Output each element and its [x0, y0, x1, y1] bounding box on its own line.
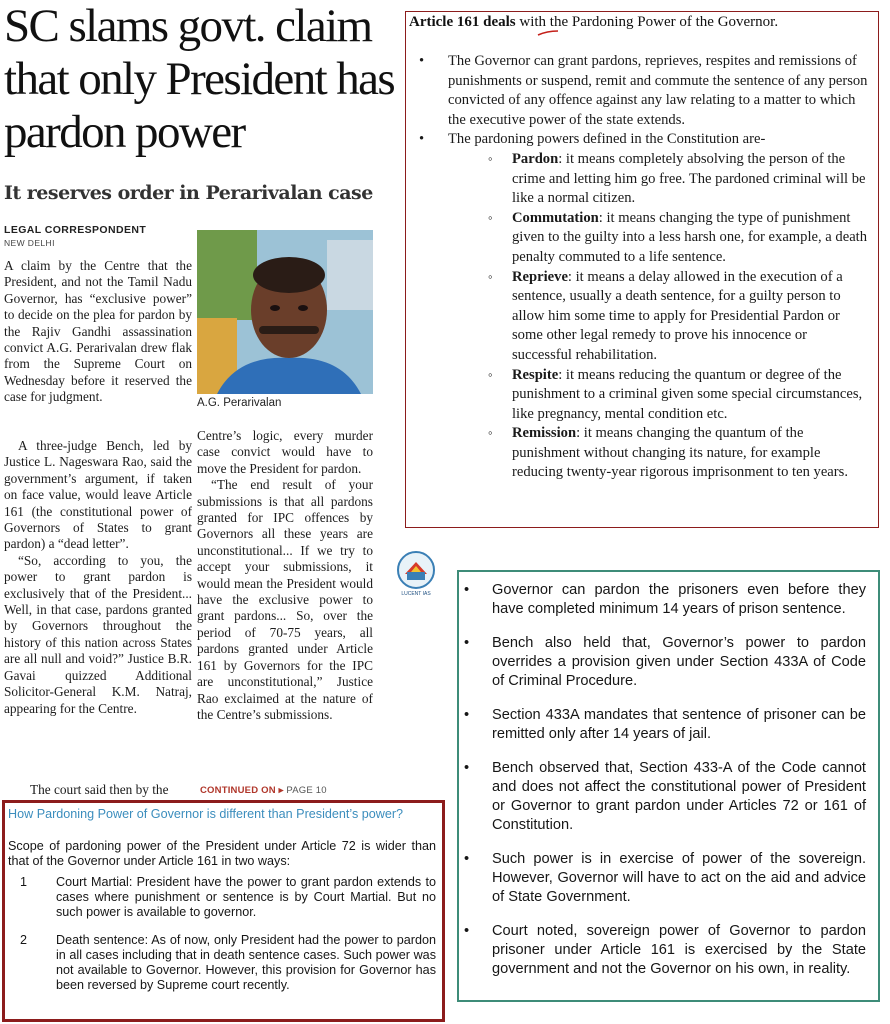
pen-underline-mark — [537, 30, 559, 36]
court-observations-content — [464, 581, 866, 994]
article-column-2 — [197, 428, 373, 773]
list-item: • Such power is in exercise of power of the sovereign. However, Governor will have to act on the aid and advice of State Government. — [464, 850, 866, 907]
article-paragraph: “The end result of your submissions is that all pardons granted for IPC offences by Governors all these years are unconstitutional... If we try to accept your submissions, it would mean the President would have the exclusive power to grant pardons... So, over the period of 70-75 years, all pardons granted under Article 161 by Governors for the IPC are unconstitutional,” Justice Rao exclaimed at the nature of the Centre’s submissions. — [197, 477, 373, 722]
bullet-text: The pardoning powers defined in the Constitution are- — [448, 131, 766, 148]
article-paragraph: “So, according to you, the power to grant pardon is exclusively that of the President... Well, in that case, pardons granted by Governors throughout the history of this nation across States are all null and void?” Justice B.R. Gavai quizzed Additional Solicitor-General K.M. Natraj, appearing for the Centre. — [4, 552, 192, 716]
difference-intro: Scope of pardoning power of the President under Article 72 is wider than that of the Governor under Article 161 in two ways: — [8, 839, 436, 869]
term-description: : it means completely absolving the person of the crime and letting him go free. The pardoned criminal will be like a normal citizen. — [512, 150, 866, 207]
list-item — [8, 933, 436, 994]
article161-title — [409, 14, 778, 31]
pardon-term-item — [488, 150, 868, 209]
item-number: 1 — [20, 875, 28, 889]
commutation-term-item — [488, 209, 868, 268]
term-description: : it means reducing the quantum or degree of the punishment to a criminal given some special circumstances, like pregnancy, mental condition etc. — [512, 366, 863, 422]
portrait-illustration — [197, 230, 373, 394]
list-item: • Section 433A mandates that sentence of prisoner can be remitted only after 14 years of jail. — [464, 706, 866, 744]
remission-term-item — [488, 424, 868, 483]
photo-caption: A.G. Perarivalan — [197, 397, 282, 409]
term-name: Respite — [512, 366, 559, 383]
continued-text: CONTINUED ON — [200, 785, 276, 796]
list-item: • Bench also held that, Governor’s power to pardon overrides a provision given under Section 433A of Code of Criminal Procedure. — [464, 634, 866, 691]
list-item — [8, 875, 436, 921]
term-description: : it means changing the type of punishment given to the guilty into a less harsh one, for example, a death penalty commuted to a life sentence. — [512, 209, 868, 265]
term-name: Pardon — [512, 150, 559, 167]
continued-page: PAGE 10 — [286, 785, 327, 796]
byline: LEGAL CORRESPONDENT — [4, 224, 147, 236]
article-column-1-lower — [4, 438, 192, 780]
dateline: NEW DELHI — [4, 238, 55, 248]
portrait-photo — [197, 230, 373, 394]
respite-term-item — [488, 366, 868, 425]
item-text: Court Martial: President have the power to grant pardon extends to cases where punishment or sentence is by Court Martial. But no such power is available to governor. — [56, 875, 436, 920]
article-paragraph: A three-judge Bench, led by Justice L. Nageswara Rao, said the government’s argument, if taken on face value, would leave Article 161 (the constitutional power of Governors of States to grant pardon) a “dead letter”. — [4, 438, 192, 552]
headline: SC slams govt. claim that only President has pardon power — [4, 0, 395, 158]
subheadline: It reserves order in Perarivalan case — [4, 182, 373, 204]
term-description: : it means changing the quantum of the punishment without changing its nature, for example reducing twenty-year rigorous imprisonment to ten years. — [512, 425, 848, 481]
bullet-text: The Governor can grant pardons, reprieves, respites and remissions of punishments or suspend, remit and commute the sentence of any person convicted of any offence against any law relating to a matter to which the executive power of the state extends. — [448, 53, 868, 128]
term-name: Commutation — [512, 209, 599, 226]
list-item — [418, 130, 868, 483]
difference-question: How Pardoning Power of Governor is different than President’s power? — [8, 807, 404, 821]
arrow-right-icon: ▸ — [278, 785, 284, 796]
article-paragraph: A claim by the Centre that the President, and not the Tamil Nadu Governor, has “exclusive power” to decide on the plea for pardon by the Rajiv Gandhi assassination convict A.G. Perarivalan drew flak from the Supreme Court on Wednesday before it reserved the case for judgment. — [4, 258, 192, 405]
lucent-ias-logo — [391, 548, 441, 598]
item-text: Death sentence: As of now, only President had the power to pardon in all cases including that in death sentence cases. Such power was not available to Governor. However, this provision for Governor has been reversed by Supreme court recently. — [56, 932, 436, 993]
list-item: • Bench observed that, Section 433-A of the Code cannot and does not affect the constitutional power of President or Governor to grant pardon under Articles 72 or 161 of Constitution. — [464, 759, 866, 835]
article161-title-rest: with the Pardoning Power of the Governor. — [515, 14, 779, 30]
difference-list — [8, 875, 436, 1005]
term-name: Remission — [512, 425, 577, 442]
logo-text: LUCENT IAS — [401, 591, 431, 597]
list-item: • Governor can pardon the prisoners even before they have completed minimum 14 years of prison sentence. — [464, 581, 866, 619]
list-item: • Court noted, sovereign power of Governor to pardon prisoner under Article 161 is exercised by the State government and not the Governor on his own, in reality. — [464, 922, 866, 979]
article-column-1-last-line: The court said then by the — [30, 782, 169, 797]
continued-on-label — [200, 785, 327, 796]
article161-content — [418, 52, 868, 483]
term-description: : it means a delay allowed in the execution of a sentence, usually a death sentence, for a guilty person to allow him some time to apply for Presidential Pardon or some other legal remedy to prove his innocence or successful rehabilitation. — [512, 268, 843, 363]
term-name: Reprieve — [512, 268, 568, 285]
article161-title-bold: Article 161 deals — [409, 14, 516, 30]
list-item — [418, 52, 868, 130]
item-number: 2 — [20, 932, 28, 947]
reprieve-term-item — [488, 268, 868, 366]
article-paragraph: Centre’s logic, every murder case convict would have to move the President for pardon. — [197, 428, 373, 476]
